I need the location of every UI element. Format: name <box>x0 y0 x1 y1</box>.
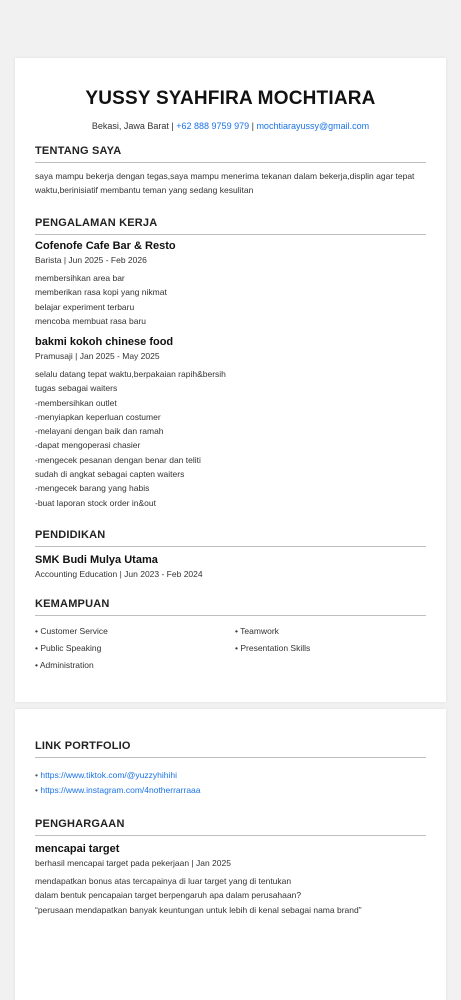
education-meta: Accounting Education | Jun 2023 - Feb 2024 <box>35 569 203 579</box>
job-duty: memberikan rasa kopi yang nikmat <box>35 287 167 298</box>
portfolio-heading: LINK PORTFOLIO <box>35 740 426 758</box>
job-entry <box>35 336 426 510</box>
contact-separator: | <box>249 121 257 131</box>
portfolio-links <box>35 768 426 797</box>
phone-link[interactable]: +62 888 9759 979 <box>176 121 250 131</box>
email-link[interactable]: mochtiarayussy@gmail.com <box>256 121 370 131</box>
education-section <box>35 529 426 547</box>
contact-separator: | <box>168 121 177 131</box>
award-details <box>35 874 426 917</box>
experience-heading: PENGALAMAN KERJA <box>35 217 426 235</box>
award-name: mencapai target <box>35 843 120 855</box>
award-entry <box>35 843 426 917</box>
experience-section <box>35 217 426 235</box>
skill-item: • Presentation Skills <box>235 643 311 653</box>
link-url[interactable]: https://www.instagram.com/4notherrarraaa <box>40 784 201 795</box>
job-duties <box>35 271 426 328</box>
job-meta: Pramusaji | Jan 2025 - May 2025 <box>35 351 160 361</box>
job-duty: sudah di angkat sebagai capten waiters <box>35 469 185 480</box>
award-detail: mendapatkan bonus atas tercapainya di luar target yang di tentukan <box>35 876 292 886</box>
candidate-name: YUSSY SYAHFIRA MOCHTIARA <box>85 88 376 109</box>
skills-heading: KEMAMPUAN <box>35 598 426 616</box>
job-duty: -buat laporan stock order in&out <box>35 497 156 508</box>
contact-line <box>35 121 426 131</box>
award-detail: “perusaan mendapatkan banyak keuntungan untuk lebih di kenal sebagai nama brand” <box>35 904 362 915</box>
resume-page-1 <box>15 58 446 702</box>
job-meta: Barista | Jun 2025 - Feb 2026 <box>35 255 147 265</box>
about-text: saya mampu bekerja dengan tegas,saya mampu menerima tekanan dalam bekerja,displin agar tepat waktu,berinisiatif membantu teman yang sedang kesulitan <box>35 171 415 195</box>
education-heading: PENDIDIKAN <box>35 529 426 547</box>
resume-page-2 <box>15 709 446 1000</box>
skill-item: • Public Speaking <box>35 643 102 653</box>
skills-list <box>35 623 426 674</box>
job-duties <box>35 367 426 510</box>
portfolio-section <box>35 740 426 797</box>
skill-item: • Customer Service <box>35 626 108 636</box>
job-duty: -menyiapkan keperluan costumer <box>35 411 161 422</box>
job-duty: selalu datang tepat waktu,berpakaian rapih&bersih <box>35 369 226 379</box>
job-duty: belajar experiment terbaru <box>35 301 135 312</box>
award-meta: berhasil mencapai target pada pekerjaan | Jan 2025 <box>35 858 231 868</box>
job-duty: -melayani dengan baik dan ramah <box>35 426 164 437</box>
skill-item: • Teamwork <box>235 626 279 636</box>
job-company: bakmi kokoh chinese food <box>35 336 174 348</box>
job-entry <box>35 240 426 328</box>
award-detail: dalam bentuk pencapaian target berpengaruh apa dalam perusahaan? <box>35 890 302 901</box>
about-section <box>35 145 426 197</box>
job-duty: mencoba membuat rasa baru <box>35 315 147 326</box>
school-name: SMK Budi Mulya Utama <box>35 554 158 566</box>
skill-item: • Administration <box>35 660 94 670</box>
link-url[interactable]: https://www.tiktok.com/@yuzzyhihihi <box>40 770 177 780</box>
job-duty: -mengecek barang yang habis <box>35 483 150 494</box>
job-duty: membersihkan area bar <box>35 273 125 283</box>
job-duty: tugas sebagai waiters <box>35 383 118 394</box>
education-entry <box>35 554 426 579</box>
awards-section <box>35 818 426 836</box>
job-company: Cofenofe Cafe Bar & Resto <box>35 240 176 252</box>
about-heading: TENTANG SAYA <box>35 145 426 163</box>
portfolio-link-tiktok[interactable]: • https://www.tiktok.com/@yuzzyhihihi <box>35 770 177 780</box>
location-text: Bekasi, Jawa Barat <box>91 121 169 131</box>
job-duty: -mengecek pesanan dengan benar dan teliti <box>35 454 201 465</box>
awards-heading: PENGHARGAAN <box>35 818 426 836</box>
job-duty: -dapat mengoperasi chasier <box>35 440 141 451</box>
portfolio-link-instagram[interactable]: • https://www.instagram.com/4notherrarraaa <box>35 784 201 795</box>
skills-section <box>35 598 426 674</box>
job-duty: -membersihkan outlet <box>35 397 117 408</box>
